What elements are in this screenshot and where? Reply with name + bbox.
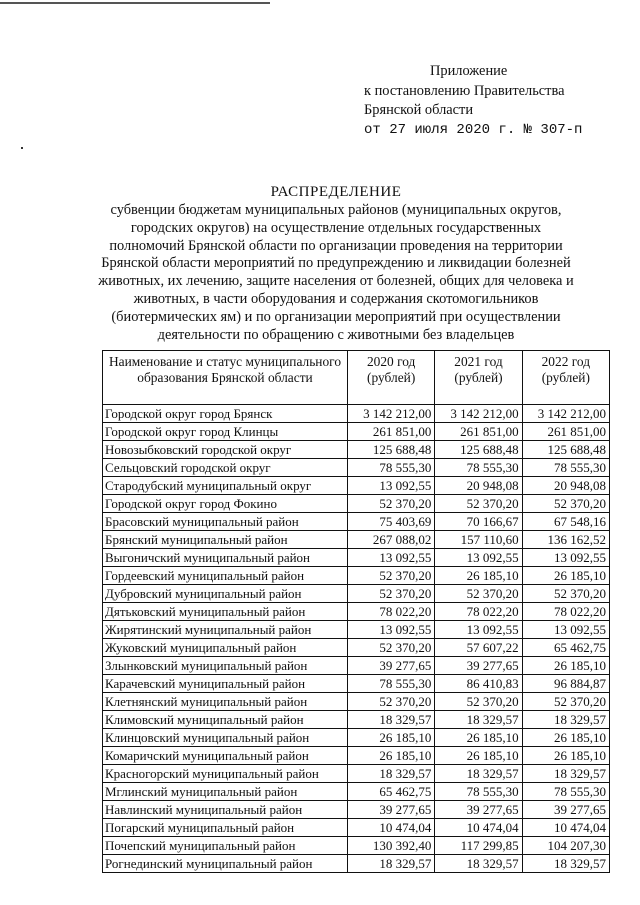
value-2022: 65 462,75 [522,639,609,657]
value-2020: 39 277,65 [348,801,435,819]
value-2020: 78 555,30 [348,675,435,693]
value-2020: 18 329,57 [348,711,435,729]
value-2020: 78 555,30 [348,459,435,477]
municipality-name: Почепский муниципальный район [103,837,348,855]
value-2022: 26 185,10 [522,657,609,675]
value-2021: 26 185,10 [435,729,522,747]
municipality-name: Брянский муниципальный район [103,531,348,549]
value-2020: 26 185,10 [348,747,435,765]
value-2022: 13 092,55 [522,621,609,639]
municipality-name: Клетнянский муниципальный район [103,693,348,711]
appendix-order: от 27 июля 2020 г. № 307-п [364,121,583,138]
value-2020: 26 185,10 [348,729,435,747]
value-2021: 26 185,10 [435,747,522,765]
value-2021: 78 022,20 [435,603,522,621]
value-2021: 125 688,48 [435,441,522,459]
municipality-name: Дубровский муниципальный район [103,585,348,603]
value-2022: 3 142 212,00 [522,405,609,423]
table-row [103,837,610,855]
municipality-name: Выгоничский муниципальный район [103,549,348,567]
value-2021: 18 329,57 [435,855,522,873]
value-2021: 261 851,00 [435,423,522,441]
value-2020: 3 142 212,00 [348,405,435,423]
value-2021: 39 277,65 [435,657,522,675]
value-2020: 261 851,00 [348,423,435,441]
document-subtitle: субвенции бюджетам муниципальных районов (муниципальных округов, городских округов) на осуществление отдельных государственных полномочий Брянской области по организации проведения на территории Брянской области мероприятий по предупреждению и ликвидации болезней животных, их лечению, защите населения от болезней, общих для человека и животных, в части оборудования и содержания скотомогильников (биотермических ям) и по организации мероприятий при осуществлении деятельности по обращению с животными без владельцев [98,202,574,343]
value-2022: 26 185,10 [522,747,609,765]
value-2021: 57 607,22 [435,639,522,657]
value-2022: 261 851,00 [522,423,609,441]
value-2021: 13 092,55 [435,549,522,567]
value-2021: 117 299,85 [435,837,522,855]
value-2022: 18 329,57 [522,855,609,873]
value-2020: 18 329,57 [348,855,435,873]
table-row [103,495,610,513]
municipality-name: Городской округ город Фокино [103,495,348,513]
table-row [103,801,610,819]
table-row [103,621,610,639]
municipality-name: Сельцовский городской округ [103,459,348,477]
value-2020: 52 370,20 [348,639,435,657]
appendix-title: Приложение [430,63,508,79]
value-2021: 157 110,60 [435,531,522,549]
value-2020: 65 462,75 [348,783,435,801]
table-row [103,603,610,621]
table-row [103,783,610,801]
municipality-name: Красногорский муниципальный район [103,765,348,783]
value-2020: 130 392,40 [348,837,435,855]
appendix-region: Брянской области [364,102,474,118]
municipality-name: Карачевский муниципальный район [103,675,348,693]
value-2021: 18 329,57 [435,765,522,783]
value-2020: 13 092,55 [348,477,435,495]
municipality-name: Рогнединский муниципальный район [103,855,348,873]
value-2022: 20 948,08 [522,477,609,495]
value-2022: 104 207,30 [522,837,609,855]
value-2022: 52 370,20 [522,693,609,711]
municipality-name: Жуковский муниципальный район [103,639,348,657]
table-row [103,657,610,675]
value-2021: 18 329,57 [435,711,522,729]
municipality-name: Дятьковский муниципальный район [103,603,348,621]
value-2021: 10 474,04 [435,819,522,837]
value-2022: 10 474,04 [522,819,609,837]
header-municipality: Наименование и статус муниципального образования Брянской области [103,351,348,405]
value-2022: 78 022,20 [522,603,609,621]
header-2020: 2020 год (рублей) [348,351,435,405]
value-2021: 70 166,67 [435,513,522,531]
value-2020: 125 688,48 [348,441,435,459]
table-row [103,747,610,765]
value-2020: 78 022,20 [348,603,435,621]
value-2020: 18 329,57 [348,765,435,783]
municipality-name: Клинцовский муниципальный район [103,729,348,747]
scan-dot [21,147,23,149]
value-2020: 13 092,55 [348,621,435,639]
municipality-name: Погарский муниципальный район [103,819,348,837]
municipality-name: Стародубский муниципальный округ [103,477,348,495]
value-2020: 10 474,04 [348,819,435,837]
table-row [103,585,610,603]
value-2021: 86 410,83 [435,675,522,693]
value-2021: 26 185,10 [435,567,522,585]
table-row [103,765,610,783]
value-2021: 78 555,30 [435,783,522,801]
distribution-table [102,350,610,873]
table-row [103,423,610,441]
table-row [103,675,610,693]
value-2020: 52 370,20 [348,693,435,711]
value-2021: 13 092,55 [435,621,522,639]
header-2022: 2022 год (рублей) [522,351,609,405]
value-2022: 136 162,52 [522,531,609,549]
table-row [103,459,610,477]
table-row [103,819,610,837]
value-2021: 52 370,20 [435,585,522,603]
value-2022: 26 185,10 [522,567,609,585]
value-2022: 18 329,57 [522,711,609,729]
municipality-name: Климовский муниципальный район [103,711,348,729]
value-2022: 52 370,20 [522,585,609,603]
table-header-row [103,351,610,405]
table-row [103,441,610,459]
value-2022: 13 092,55 [522,549,609,567]
municipality-name: Злынковский муниципальный район [103,657,348,675]
value-2022: 18 329,57 [522,765,609,783]
value-2021: 52 370,20 [435,693,522,711]
table-row [103,477,610,495]
value-2022: 96 884,87 [522,675,609,693]
value-2021: 3 142 212,00 [435,405,522,423]
value-2020: 13 092,55 [348,549,435,567]
municipality-name: Городской округ город Брянск [103,405,348,423]
value-2022: 67 548,16 [522,513,609,531]
value-2020: 52 370,20 [348,585,435,603]
table-row [103,549,610,567]
municipality-name: Навлинский муниципальный район [103,801,348,819]
value-2022: 125 688,48 [522,441,609,459]
municipality-name: Гордеевский муниципальный район [103,567,348,585]
value-2020: 75 403,69 [348,513,435,531]
value-2022: 26 185,10 [522,729,609,747]
document-title-block [96,182,576,344]
value-2020: 52 370,20 [348,495,435,513]
table-row [103,855,610,873]
value-2021: 52 370,20 [435,495,522,513]
top-rule [0,2,270,4]
municipality-name: Новозыбковский городской округ [103,441,348,459]
header-2021: 2021 год (рублей) [435,351,522,405]
appendix-block [364,62,582,140]
municipality-name: Жирятинский муниципальный район [103,621,348,639]
value-2021: 20 948,08 [435,477,522,495]
value-2021: 39 277,65 [435,801,522,819]
value-2020: 39 277,65 [348,657,435,675]
table-row [103,531,610,549]
table-row [103,639,610,657]
value-2022: 52 370,20 [522,495,609,513]
municipality-name: Мглинский муниципальный район [103,783,348,801]
municipality-name: Городской округ город Клинцы [103,423,348,441]
table-row [103,513,610,531]
municipality-name: Комаричский муниципальный район [103,747,348,765]
appendix-ref: к постановлению Правительства [364,82,565,99]
value-2020: 267 088,02 [348,531,435,549]
table-row [103,405,610,423]
value-2022: 78 555,30 [522,783,609,801]
value-2022: 78 555,30 [522,459,609,477]
value-2020: 52 370,20 [348,567,435,585]
table-row [103,567,610,585]
table-row [103,693,610,711]
value-2022: 39 277,65 [522,801,609,819]
value-2021: 78 555,30 [435,459,522,477]
table-row [103,729,610,747]
municipality-name: Брасовский муниципальный район [103,513,348,531]
table-row [103,711,610,729]
document-heading: РАСПРЕДЕЛЕНИЕ [270,184,402,200]
